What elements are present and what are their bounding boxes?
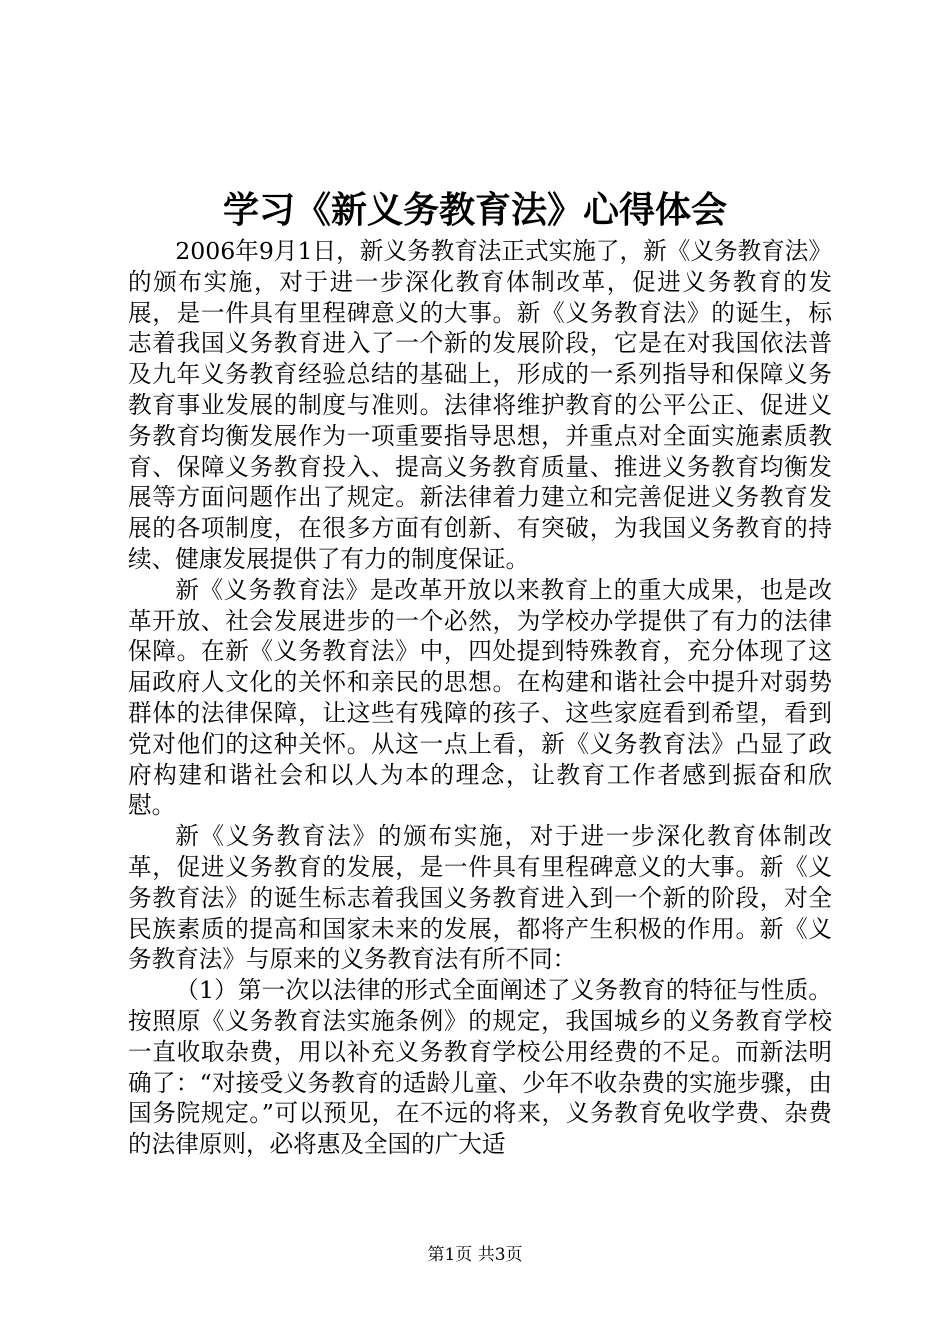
document-title: 学习《新义务教育法》心得体会	[222, 189, 727, 231]
paragraph-1: 2006年9月1日，新义务教育法正式实施了，新《义务教育法》的颁布实施，对于进一步深化教育体制改革，促进义务教育的发展，是一件具有里程碑意义的大事。新《义务教育法》的诞生，标志着我国义务教育进入了一个新的发展阶段，它是在对我国依法普及九年义务教育经验总结的基础上，形成的一系列指导和保障义务教育事业发展的制度与准则。法律将维护教育的公平公正、促进义务教育均衡发展作为一项重要指导思想，并重点对全面实施素质教育、保障义务教育投入、提高义务教育质量、推进义务教育均衡发展等方面问题作出了规定。新法律着力建立和完善促进义务教育发展的各项制度，在很多方面有创新、有突破，为我国义务教育的持续、健康发展提供了有力的制度保证。	[128, 237, 832, 573]
paragraph-4: （1）第一次以法律的形式全面阐述了义务教育的特征与性质。按照原《义务教育法实施条例》的规定，我国城乡的义务教育学校一直收取杂费，用以补充义务教育学校公用经费的不足。而新法明确了：“对接受义务教育的适龄儿童、少年不收杂费的实施步骤，由国务院规定。”可以预见，在不远的将来，义务教育免收学费、杂费的法律原则，必将惠及全国的广大适	[128, 976, 832, 1159]
paragraph-2: 新《义务教育法》是改革开放以来教育上的重大成果，也是改革开放、社会发展进步的一个必然，为学校办学提供了有力的法律保障。在新《义务教育法》中，四处提到特殊教育，充分体现了这届政府人文化的关怀和亲民的思想。在构建和谐社会中提升对弱势群体的法律保障，让这些有残障的孩子、这些家庭看到希望，看到党对他们的这种关怀。从这一点上看，新《义务教育法》凸显了政府构建和谐社会和以人为本的理念，让教育工作者感到振奋和欣慰。	[128, 575, 832, 820]
document-body	[128, 236, 832, 1160]
page-number-footer: 第1页 共3页	[427, 1245, 523, 1265]
paragraph-3: 新《义务教育法》的颁布实施，对于进一步深化教育体制改革，促进义务教育的发展，是一件具有里程碑意义的大事。新《义务教育法》的诞生标志着我国义务教育进入到一个新的阶段，对全民族素质的提高和国家未来的发展，都将产生积极的作用。新《义务教育法》与原来的义务教育法有所不同：	[128, 822, 832, 974]
